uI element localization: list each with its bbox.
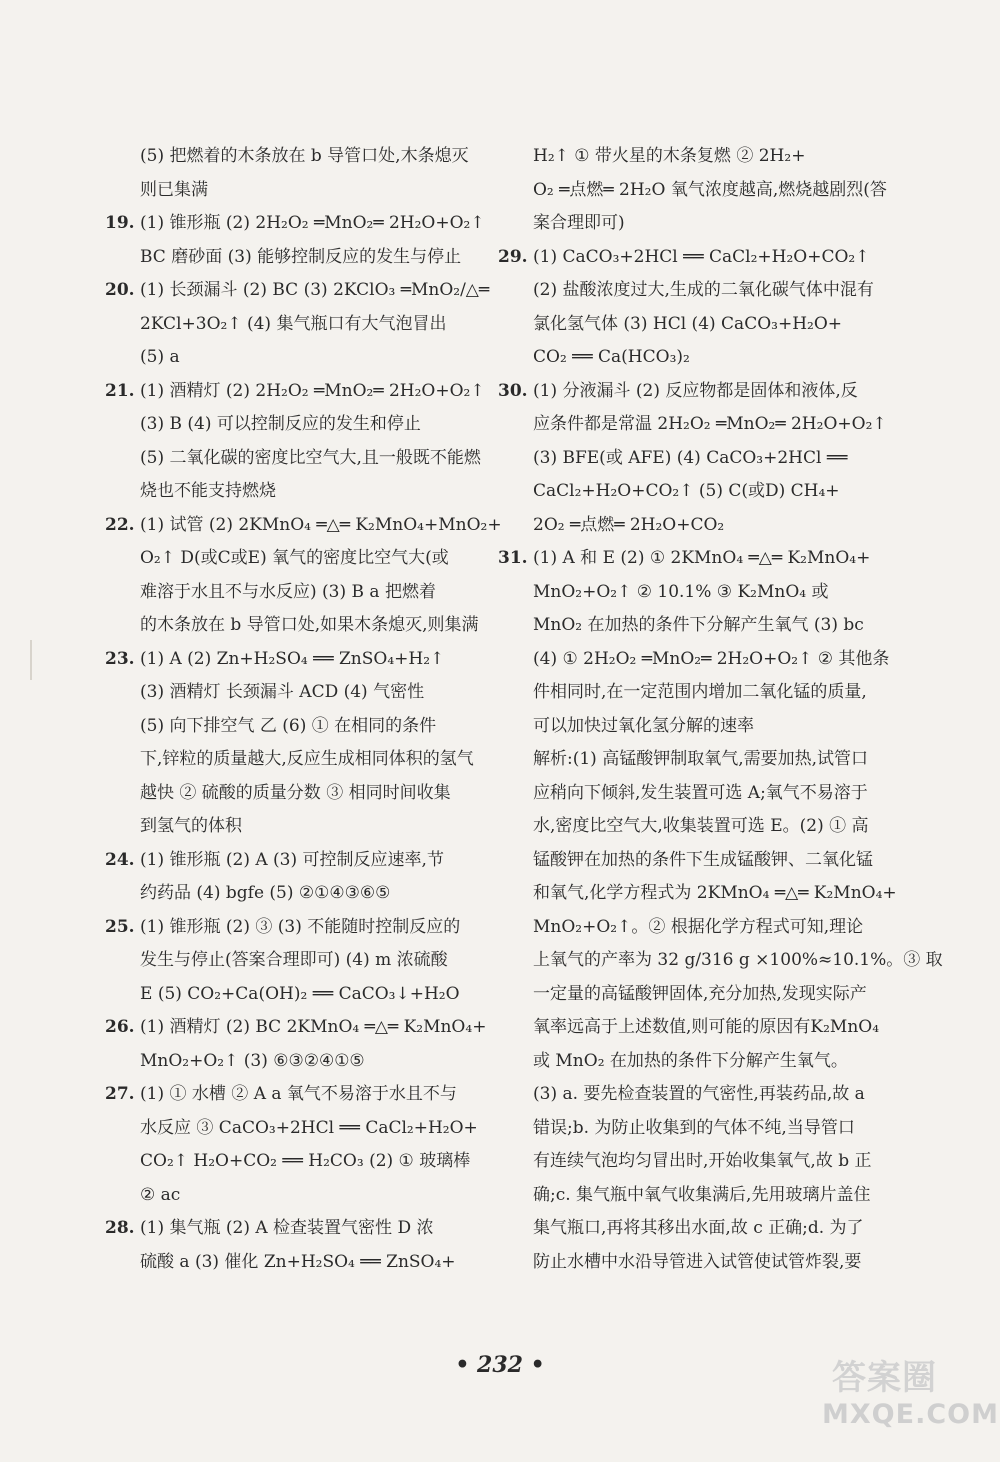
answer-text: 或 MnO₂ 在加热的条件下分解产生氧气。 [533,1050,848,1071]
answer-line [533,944,943,978]
answer-text: 确;c. 集气瓶中氧气收集满后,先用玻璃片盖住 [533,1184,871,1205]
answer-text: CaCl₂+H₂O+CO₂↑ (5) C(或D) CH₄+ [533,481,840,501]
answer-text: E (5) CO₂+Ca(OH)₂ ══ CaCO₃↓+H₂O [140,983,460,1004]
answer-text: (5) 二氧化碳的密度比空气大,且一般既不能燃 [140,447,481,468]
answer-line [140,810,515,844]
answer-line [533,509,908,543]
answer-text: (2) 盐酸浓度过大,生成的二氧化碳气体中混有 [533,280,874,300]
answer-line [533,1011,908,1045]
answer-text: (3) a. 要先检查装置的气密性,再装药品,故 a [533,1084,865,1104]
answer-line [533,710,908,744]
answer-line [533,743,908,777]
answer-text: (1) 锥形瓶 (2) 2H₂O₂ ═MnO₂═ 2H₂O+O₂↑ [140,213,485,233]
answer-line [140,408,515,442]
answer-line [140,174,515,208]
answer-text: H₂↑ ① 带火星的木条复燃 ② 2H₂+ [533,146,806,166]
answer-line [533,274,908,308]
answer-line [533,877,908,911]
question-number: 28. [105,1218,135,1238]
answer-line [533,1179,908,1213]
answer-line [140,308,515,342]
answer-line [498,241,908,275]
answer-line [533,408,908,442]
answer-text: 到氢气的体积 [140,816,242,836]
answer-text: O₂ ═点燃═ 2H₂O 氧气浓度越高,燃烧越剧烈(答 [533,179,887,200]
answer-line [533,442,908,476]
question-number: 21. [105,380,135,401]
answer-line [140,576,515,610]
answer-line [105,509,515,543]
answer-text: (1) 锥形瓶 (2) ③ (3) 不能随时控制反应的 [140,916,461,937]
answer-line [105,643,515,677]
answer-text: (1) CaCO₃+2HCl ══ CaCl₂+H₂O+CO₂↑ [533,246,870,267]
answer-text: 约药品 (4) bgfe (5) ②①④③⑥⑤ [140,883,391,903]
answer-line [498,375,908,409]
answer-line [105,911,515,945]
answer-line [140,1179,515,1213]
answer-text: 有连续气泡均匀冒出时,开始收集氧气,故 b 正 [533,1151,872,1171]
answer-line [533,676,908,710]
answer-text: 下,锌粒的质量越大,反应生成相同体积的氢气 [140,749,474,769]
answer-line [140,743,515,777]
answer-text: 硫酸 a (3) 催化 Zn+H₂SO₄ ══ ZnSO₄+ [140,1251,456,1272]
answer-text: (1) A 和 E (2) ① 2KMnO₄ ═△═ K₂MnO₄+ [533,548,871,568]
answer-text: (5) 把燃着的木条放在 b 导管口处,木条熄灭 [140,146,469,166]
answer-line [533,140,908,174]
watermark-logo-text: 答案圈 [832,1358,937,1398]
answer-line [533,643,908,677]
answer-text: (3) B (4) 可以控制反应的发生和停止 [140,414,421,434]
answer-line [105,844,515,878]
answer-text: 集气瓶口,再将其移出水面,故 c 正确;d. 为了 [533,1218,864,1238]
answer-text: (5) 向下排空气 乙 (6) ① 在相同的条件 [140,715,437,736]
answer-line [140,1045,515,1079]
answer-text: 烧也不能支持燃烧 [140,481,276,501]
answer-text: (1) 试管 (2) 2KMnO₄ ═△═ K₂MnO₄+MnO₂+ [140,514,502,535]
answer-line [498,542,908,576]
answer-line [533,1112,908,1146]
answer-text: 应稍向下倾斜,发生装置可选 A;氧气不易溶于 [533,782,868,803]
answer-line [533,1246,908,1280]
answer-line [140,777,515,811]
right-answer-column [498,140,943,1279]
answer-line [140,442,515,476]
answer-line [140,877,515,911]
answer-line [140,241,515,275]
answer-text: MnO₂ 在加热的条件下分解产生氧气 (3) bc [533,615,864,635]
question-number: 25. [105,916,135,937]
question-number: 19. [105,213,135,233]
answer-text: (1) 集气瓶 (2) A 检查装置气密性 D 浓 [140,1218,434,1238]
answer-line [533,341,908,375]
answer-line [105,1078,515,1112]
answer-line [533,475,908,509]
answer-line [533,207,908,241]
question-number: 31. [498,548,528,568]
question-number: 24. [105,849,135,870]
answer-line [140,475,515,509]
answer-text: MnO₂+O₂↑。② 根据化学方程式可知,理论 [533,916,864,937]
answer-text: 案合理即可) [533,213,625,233]
answer-text: ② ac [140,1184,181,1205]
answer-line [140,710,515,744]
answer-line [140,1145,515,1179]
question-number: 29. [498,246,528,267]
answer-text: 氯化氢气体 (3) HCl (4) CaCO₃+H₂O+ [533,313,843,334]
answer-text: (1) 分液漏斗 (2) 反应物都是固体和液体,反 [533,380,858,401]
answer-line [533,777,908,811]
answer-text: (1) 锥形瓶 (2) A (3) 可控制反应速率,节 [140,849,444,870]
answer-line [533,609,908,643]
answer-text: 可以加快过氧化氢分解的速率 [533,715,754,736]
answer-line [105,375,515,409]
answer-line [105,1212,515,1246]
answer-text: 锰酸钾在加热的条件下生成锰酸钾、二氧化锰 [533,849,873,870]
question-number: 22. [105,514,135,535]
answer-text: 水,密度比空气大,收集装置可选 E。(2) ① 高 [533,816,869,836]
answer-line [140,140,515,174]
answer-line [533,844,908,878]
answer-text: CO₂ ══ Ca(HCO₃)₂ [533,347,690,367]
answer-text: BC 磨砂面 (3) 能够控制反应的发生与停止 [140,246,462,267]
answer-text: 件相同时,在一定范围内增加二氧化锰的质量, [533,682,867,702]
answer-text: 防止水槽中水沿导管进入试管使试管炸裂,要 [533,1251,862,1272]
answer-line [533,1212,908,1246]
answer-line [140,609,515,643]
answer-text: 解析:(1) 高锰酸钾制取氧气,需要加热,试管口 [533,749,869,769]
answer-line [140,341,515,375]
answer-line [105,207,515,241]
answer-line [533,174,908,208]
answer-line [533,1145,908,1179]
answer-text: MnO₂+O₂↑ ② 10.1% ③ K₂MnO₄ 或 [533,581,829,602]
question-number: 27. [105,1084,135,1104]
answer-line [533,911,908,945]
answer-line [140,676,515,710]
page-number: • 232 • [455,1352,545,1378]
answer-text: 上氧气的产率为 32 g/316 g ×100%≈10.1%。③ 取 [533,950,943,970]
answer-text: MnO₂+O₂↑ (3) ⑥③②④①⑤ [140,1050,365,1071]
question-number: 30. [498,380,528,401]
question-number: 26. [105,1017,135,1037]
answer-text: 和氧气,化学方程式为 2KMnO₄ ═△═ K₂MnO₄+ [533,883,897,903]
answer-line [140,1246,515,1280]
answer-text: (3) 酒精灯 长颈漏斗 ACD (4) 气密性 [140,682,425,702]
answer-text: 越快 ② 硫酸的质量分数 ③ 相同时间收集 [140,782,451,803]
answer-text: 则已集满 [140,179,208,200]
answer-text: 2KCl+3O₂↑ (4) 集气瓶口有大气泡冒出 [140,313,447,334]
answer-text: (5) a [140,347,180,367]
answer-text: (1) 酒精灯 (2) 2H₂O₂ ═MnO₂═ 2H₂O+O₂↑ [140,380,485,401]
answer-line [105,1011,515,1045]
left-answer-column [105,140,515,1279]
page-margin-mark [30,640,32,680]
answer-text: 2O₂ ═点燃═ 2H₂O+CO₂ [533,514,725,535]
answer-text: (3) BFE(或 AFE) (4) CaCO₃+2HCl ══ [533,447,848,468]
answer-text: 错误;b. 为防止收集到的气体不纯,当导管口 [533,1117,855,1138]
answer-line [533,308,908,342]
answer-text: 水反应 ③ CaCO₃+2HCl ══ CaCl₂+H₂O+ [140,1117,478,1138]
answer-line [533,1078,908,1112]
answer-text: 发生与停止(答案合理即可) (4) m 浓硫酸 [140,950,448,970]
answer-text: 的木条放在 b 导管口处,如果木条熄灭,则集满 [140,615,479,635]
watermark-logo [822,1358,999,1430]
question-number: 23. [105,648,135,669]
answer-text: (1) 酒精灯 (2) BC 2KMnO₄ ═△═ K₂MnO₄+ [140,1017,487,1037]
answer-text: 一定量的高锰酸钾固体,充分加热,发现实际产 [533,983,867,1004]
watermark-url: MXQE.COM [822,1399,999,1430]
answer-line [533,978,908,1012]
answer-line [533,810,908,844]
answer-line [140,542,515,576]
answer-text: (1) A (2) Zn+H₂SO₄ ══ ZnSO₄+H₂↑ [140,648,445,669]
answer-text: (1) 长颈漏斗 (2) BC (3) 2KClO₃ ═MnO₂/△═ [140,280,490,300]
answer-text: CO₂↑ H₂O+CO₂ ══ H₂CO₃ (2) ① 玻璃棒 [140,1151,471,1171]
answer-text: O₂↑ D(或C或E) 氧气的密度比空气大(或 [140,548,449,568]
answer-line [105,274,515,308]
answer-text: 难溶于水且不与水反应) (3) B a 把燃着 [140,581,436,602]
answer-text: 应条件都是常温 2H₂O₂ ═MnO₂═ 2H₂O+O₂↑ [533,414,887,434]
answer-text: 氧率远高于上述数值,则可能的原因有K₂MnO₄ [533,1017,880,1037]
answer-text: (4) ① 2H₂O₂ ═MnO₂═ 2H₂O+O₂↑ ② 其他条 [533,648,890,669]
question-number: 20. [105,280,135,300]
answer-line [140,944,515,978]
answer-line [140,978,515,1012]
answer-line [140,1112,515,1146]
answer-line [533,1045,908,1079]
answer-line [533,576,908,610]
answer-text: (1) ① 水槽 ② A a 氧气不易溶于水且不与 [140,1084,457,1104]
